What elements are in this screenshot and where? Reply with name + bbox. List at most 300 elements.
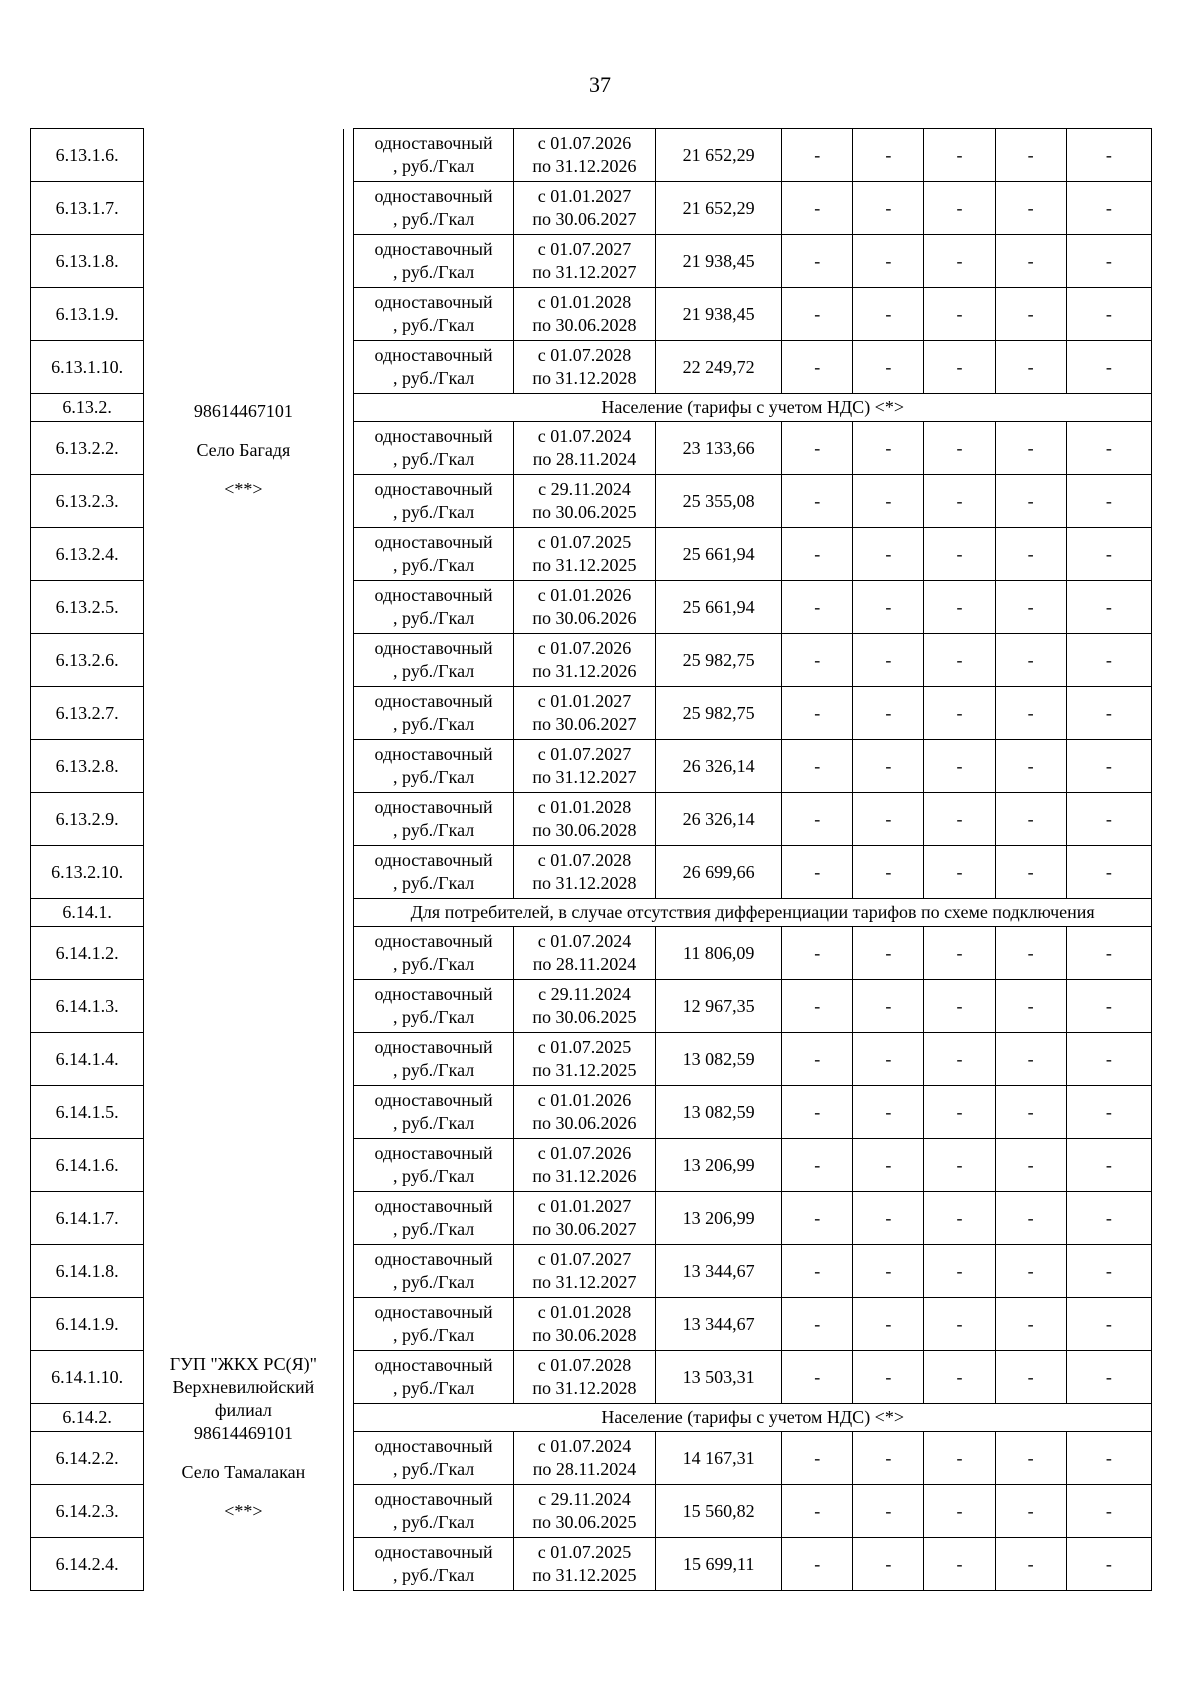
empty-value: - [1066, 1351, 1151, 1404]
empty-value: - [995, 1245, 1066, 1298]
row-number: 6.13.2.10. [31, 846, 144, 899]
empty-value: - [995, 1485, 1066, 1538]
empty-value: - [853, 129, 924, 182]
empty-value: - [924, 1485, 995, 1538]
rate-unit: , руб./Гкал [393, 1565, 475, 1585]
empty-value: - [782, 341, 853, 394]
period-from: с 01.07.2027 [537, 239, 632, 259]
empty-value: - [1066, 687, 1151, 740]
period-from: с 01.01.2027 [537, 691, 632, 711]
period-cell [513, 1298, 655, 1351]
tariff-value: 25 355,08 [656, 475, 782, 528]
rate-type-cell [354, 1485, 514, 1538]
empty-value: - [782, 980, 853, 1033]
rate-unit: , руб./Гкал [393, 315, 475, 335]
rate-type-cell [354, 1538, 514, 1591]
rate-type-cell [354, 740, 514, 793]
footnote-mark: <**> [224, 1500, 263, 1521]
empty-value: - [853, 927, 924, 980]
rate-type-cell [354, 927, 514, 980]
rate-type: одноставочный [374, 850, 493, 870]
rate-type: одноставочный [374, 426, 493, 446]
period-to: по 31.12.2027 [532, 262, 637, 282]
empty-value: - [1066, 1192, 1151, 1245]
spacer-column [343, 129, 354, 899]
rate-unit: , руб./Гкал [393, 262, 475, 282]
tariff-value: 22 249,72 [656, 341, 782, 394]
empty-value: - [924, 341, 995, 394]
rate-type: одноставочный [374, 186, 493, 206]
period-to: по 28.11.2024 [532, 1459, 637, 1479]
rate-type: одноставочный [374, 479, 493, 499]
empty-value: - [782, 1192, 853, 1245]
empty-value: - [782, 129, 853, 182]
empty-value: - [995, 528, 1066, 581]
empty-value: - [995, 182, 1066, 235]
empty-value: - [853, 581, 924, 634]
period-from: с 01.01.2028 [537, 797, 632, 817]
empty-value: - [995, 980, 1066, 1033]
tariff-value: 25 661,94 [656, 581, 782, 634]
period-from: с 01.07.2027 [537, 1249, 632, 1269]
empty-value: - [924, 740, 995, 793]
period-to: по 31.12.2028 [532, 1378, 637, 1398]
period-cell [513, 927, 655, 980]
tariff-value: 21 652,29 [656, 182, 782, 235]
empty-value: - [1066, 288, 1151, 341]
tariff-value: 26 326,14 [656, 740, 782, 793]
empty-value: - [853, 1432, 924, 1485]
rate-type-cell [354, 341, 514, 394]
rate-unit: , руб./Гкал [393, 156, 475, 176]
tariff-value: 14 167,31 [656, 1432, 782, 1485]
empty-value: - [1066, 1139, 1151, 1192]
rate-type-cell [354, 1139, 514, 1192]
tariff-value: 11 806,09 [656, 927, 782, 980]
period-to: по 31.12.2028 [532, 873, 637, 893]
empty-value: - [924, 1432, 995, 1485]
empty-value: - [995, 846, 1066, 899]
period-to: по 30.06.2028 [532, 820, 637, 840]
empty-value: - [995, 1351, 1066, 1404]
rate-type-cell [354, 288, 514, 341]
empty-value: - [853, 634, 924, 687]
rate-type-cell [354, 687, 514, 740]
row-number: 6.14.1.10. [31, 1351, 144, 1404]
rate-unit: , руб./Гкал [393, 1272, 475, 1292]
tariff-value: 21 938,45 [656, 288, 782, 341]
empty-value: - [853, 528, 924, 581]
empty-value: - [853, 475, 924, 528]
rate-unit: , руб./Гкал [393, 1378, 475, 1398]
empty-value: - [782, 687, 853, 740]
empty-value: - [924, 634, 995, 687]
row-number: 6.14.2.4. [31, 1538, 144, 1591]
period-from: с 01.07.2024 [537, 1436, 632, 1456]
empty-value: - [924, 288, 995, 341]
tariff-table [30, 128, 1152, 1591]
tariff-value: 26 699,66 [656, 846, 782, 899]
rate-type-cell [354, 129, 514, 182]
period-to: по 28.11.2024 [532, 449, 637, 469]
row-number: 6.14.1.4. [31, 1033, 144, 1086]
rate-type-cell [354, 634, 514, 687]
empty-value: - [853, 1245, 924, 1298]
empty-value: - [995, 1139, 1066, 1192]
row-number: 6.14.2.3. [31, 1485, 144, 1538]
rate-type: одноставочный [374, 744, 493, 764]
empty-value: - [995, 687, 1066, 740]
period-from: с 01.01.2028 [537, 1302, 632, 1322]
empty-value: - [853, 288, 924, 341]
empty-value: - [924, 1033, 995, 1086]
period-from: с 01.07.2025 [537, 532, 632, 552]
empty-value: - [924, 846, 995, 899]
period-cell [513, 341, 655, 394]
empty-value: - [924, 1538, 995, 1591]
settlement-name: Село Тамалакан [181, 1461, 306, 1482]
rate-unit: , руб./Гкал [393, 1325, 475, 1345]
empty-value: - [1066, 341, 1151, 394]
row-number: 6.13.2.8. [31, 740, 144, 793]
rate-type-cell [354, 1086, 514, 1139]
period-from: с 29.11.2024 [538, 1489, 631, 1509]
period-from: с 29.11.2024 [538, 479, 631, 499]
period-cell [513, 1245, 655, 1298]
row-number: 6.13.2.2. [31, 422, 144, 475]
section-title: Население (тарифы с учетом НДС) <*> [354, 1404, 1152, 1432]
period-to: по 31.12.2025 [532, 555, 637, 575]
row-number: 6.14.1.5. [31, 1086, 144, 1139]
period-cell [513, 1139, 655, 1192]
tariff-value: 21 652,29 [656, 129, 782, 182]
empty-value: - [853, 422, 924, 475]
empty-value: - [853, 1298, 924, 1351]
rate-type: одноставочный [374, 931, 493, 951]
rate-unit: , руб./Гкал [393, 1459, 475, 1479]
tariff-table-body [31, 129, 1152, 1591]
period-from: с 29.11.2024 [538, 984, 631, 1004]
section-row [31, 899, 1152, 927]
rate-type: одноставочный [374, 133, 493, 153]
rate-type: одноставочный [374, 239, 493, 259]
empty-value: - [1066, 422, 1151, 475]
empty-value: - [782, 288, 853, 341]
period-from: с 01.07.2028 [537, 850, 632, 870]
period-cell [513, 288, 655, 341]
empty-value: - [782, 528, 853, 581]
rate-type-cell [354, 846, 514, 899]
rate-type: одноставочный [374, 1302, 493, 1322]
period-from: с 01.01.2027 [537, 1196, 632, 1216]
empty-value: - [924, 129, 995, 182]
footnote-mark: <**> [224, 478, 263, 499]
rate-unit: , руб./Гкал [393, 1007, 475, 1027]
rate-type-cell [354, 182, 514, 235]
empty-value: - [995, 235, 1066, 288]
empty-value: - [995, 1432, 1066, 1485]
period-cell [513, 581, 655, 634]
period-cell [513, 528, 655, 581]
period-from: с 01.01.2028 [537, 292, 632, 312]
empty-value: - [995, 793, 1066, 846]
rate-type-cell [354, 581, 514, 634]
empty-value: - [782, 1485, 853, 1538]
row-number: 6.13.1.8. [31, 235, 144, 288]
empty-value: - [853, 235, 924, 288]
rate-type-cell [354, 1298, 514, 1351]
tariff-value: 25 982,75 [656, 634, 782, 687]
empty-value: - [1066, 1033, 1151, 1086]
empty-value: - [1066, 846, 1151, 899]
empty-value: - [853, 1351, 924, 1404]
period-cell [513, 793, 655, 846]
empty-value: - [782, 1245, 853, 1298]
tariff-value: 25 982,75 [656, 687, 782, 740]
rate-type-cell [354, 1192, 514, 1245]
period-from: с 01.07.2028 [537, 345, 632, 365]
row-number: 6.13.2.4. [31, 528, 144, 581]
period-to: по 31.12.2027 [532, 767, 637, 787]
empty-value: - [924, 980, 995, 1033]
period-to: по 30.06.2026 [532, 608, 637, 628]
rate-unit: , руб./Гкал [393, 1113, 475, 1133]
period-to: по 30.06.2028 [532, 1325, 637, 1345]
row-number: 6.13.1.10. [31, 341, 144, 394]
empty-value: - [782, 581, 853, 634]
rate-type: одноставочный [374, 585, 493, 605]
empty-value: - [782, 634, 853, 687]
row-number: 6.13.2. [31, 394, 144, 422]
rate-unit: , руб./Гкал [393, 1166, 475, 1186]
org-name-line: филиал [214, 1399, 272, 1420]
tariff-value: 13 344,67 [656, 1245, 782, 1298]
period-cell [513, 1432, 655, 1485]
rate-type: одноставочный [374, 345, 493, 365]
period-cell [513, 1485, 655, 1538]
rate-unit: , руб./Гкал [393, 714, 475, 734]
empty-value: - [853, 980, 924, 1033]
period-cell [513, 1192, 655, 1245]
empty-value: - [782, 927, 853, 980]
period-cell [513, 1033, 655, 1086]
row-number: 6.14.1.9. [31, 1298, 144, 1351]
empty-value: - [1066, 1245, 1151, 1298]
empty-value: - [1066, 528, 1151, 581]
rate-unit: , руб./Гкал [393, 1512, 475, 1532]
tariff-value: 13 503,31 [656, 1351, 782, 1404]
rate-type-cell [354, 422, 514, 475]
empty-value: - [995, 1298, 1066, 1351]
period-cell [513, 422, 655, 475]
period-to: по 31.12.2027 [532, 1272, 637, 1292]
period-from: с 01.07.2025 [537, 1037, 632, 1057]
empty-value: - [995, 1192, 1066, 1245]
empty-value: - [1066, 927, 1151, 980]
tariff-value: 13 082,59 [656, 1086, 782, 1139]
empty-value: - [924, 581, 995, 634]
row-number: 6.14.1.6. [31, 1139, 144, 1192]
empty-value: - [995, 1033, 1066, 1086]
empty-value: - [1066, 1298, 1151, 1351]
rate-type: одноставочный [374, 984, 493, 1004]
period-cell [513, 1086, 655, 1139]
row-number: 6.14.1.2. [31, 927, 144, 980]
empty-value: - [1066, 1485, 1151, 1538]
row-number: 6.13.2.3. [31, 475, 144, 528]
period-cell [513, 846, 655, 899]
org-name-line: Верхневилюйский [172, 1376, 315, 1397]
period-from: с 01.01.2026 [537, 585, 632, 605]
rate-type: одноставочный [374, 292, 493, 312]
empty-value: - [853, 793, 924, 846]
rate-type-cell [354, 1351, 514, 1404]
empty-value: - [782, 846, 853, 899]
rate-unit: , руб./Гкал [393, 1219, 475, 1239]
period-to: по 28.11.2024 [532, 954, 637, 974]
empty-value: - [782, 793, 853, 846]
row-number: 6.13.2.7. [31, 687, 144, 740]
period-cell [513, 687, 655, 740]
rate-unit: , руб./Гкал [393, 502, 475, 522]
tariff-value: 21 938,45 [656, 235, 782, 288]
rate-type: одноставочный [374, 1143, 493, 1163]
tariff-value: 13 206,99 [656, 1139, 782, 1192]
empty-value: - [782, 235, 853, 288]
period-from: с 01.07.2026 [537, 133, 632, 153]
settlement-name: Село Багадя [196, 439, 291, 460]
rate-type-cell [354, 528, 514, 581]
empty-value: - [1066, 1432, 1151, 1485]
period-from: с 01.07.2028 [537, 1355, 632, 1375]
period-from: с 01.07.2024 [537, 931, 632, 951]
empty-value: - [782, 422, 853, 475]
period-to: по 30.06.2027 [532, 714, 637, 734]
empty-value: - [1066, 182, 1151, 235]
empty-value: - [995, 581, 1066, 634]
empty-value: - [782, 182, 853, 235]
empty-value: - [853, 182, 924, 235]
period-to: по 30.06.2028 [532, 315, 637, 335]
empty-value: - [924, 182, 995, 235]
rate-type-cell [354, 475, 514, 528]
rate-type: одноставочный [374, 1355, 493, 1375]
rate-unit: , руб./Гкал [393, 209, 475, 229]
period-to: по 31.12.2028 [532, 368, 637, 388]
empty-value: - [924, 687, 995, 740]
period-from: с 01.07.2024 [537, 426, 632, 446]
empty-value: - [924, 1086, 995, 1139]
empty-value: - [853, 1192, 924, 1245]
empty-value: - [995, 634, 1066, 687]
period-cell [513, 129, 655, 182]
empty-value: - [782, 475, 853, 528]
org-name-line: ГУП "ЖКХ РС(Я)" [169, 1353, 317, 1374]
rate-type: одноставочный [374, 691, 493, 711]
empty-value: - [995, 475, 1066, 528]
empty-value: - [924, 1139, 995, 1192]
period-cell [513, 475, 655, 528]
period-to: по 30.06.2027 [532, 1219, 637, 1239]
row-number: 6.14.1.7. [31, 1192, 144, 1245]
period-to: по 30.06.2026 [532, 1113, 637, 1133]
tariff-value: 13 344,67 [656, 1298, 782, 1351]
period-to: по 30.06.2025 [532, 1512, 637, 1532]
row-number: 6.13.2.6. [31, 634, 144, 687]
row-number: 6.14.1. [31, 899, 144, 927]
empty-value: - [782, 1538, 853, 1591]
empty-value: - [995, 288, 1066, 341]
empty-value: - [853, 1033, 924, 1086]
row-number: 6.13.1.7. [31, 182, 144, 235]
empty-value: - [924, 528, 995, 581]
empty-value: - [924, 475, 995, 528]
empty-value: - [853, 740, 924, 793]
period-to: по 30.06.2025 [532, 1007, 637, 1027]
rate-type-cell [354, 1033, 514, 1086]
settlement-cell [144, 129, 343, 899]
rate-unit: , руб./Гкал [393, 767, 475, 787]
period-to: по 31.12.2026 [532, 661, 637, 681]
empty-value: - [924, 235, 995, 288]
period-cell [513, 634, 655, 687]
empty-value: - [782, 1086, 853, 1139]
empty-value: - [924, 1351, 995, 1404]
page-number: 37 [589, 72, 611, 97]
row-number: 6.13.1.6. [31, 129, 144, 182]
empty-value: - [995, 927, 1066, 980]
rate-unit: , руб./Гкал [393, 661, 475, 681]
rate-type: одноставочный [374, 532, 493, 552]
period-cell [513, 980, 655, 1033]
empty-value: - [1066, 980, 1151, 1033]
rate-type: одноставочный [374, 1037, 493, 1057]
empty-value: - [924, 1298, 995, 1351]
rate-type-cell [354, 235, 514, 288]
tariff-value: 23 133,66 [656, 422, 782, 475]
rate-unit: , руб./Гкал [393, 608, 475, 628]
period-from: с 01.07.2026 [537, 1143, 632, 1163]
empty-value: - [924, 1192, 995, 1245]
empty-value: - [782, 740, 853, 793]
rate-type: одноставочный [374, 1090, 493, 1110]
tariff-value: 15 560,82 [656, 1485, 782, 1538]
empty-value: - [1066, 235, 1151, 288]
empty-value: - [1066, 475, 1151, 528]
period-from: с 01.01.2027 [537, 186, 632, 206]
empty-value: - [995, 422, 1066, 475]
rate-unit: , руб./Гкал [393, 1060, 475, 1080]
period-to: по 31.12.2026 [532, 156, 637, 176]
empty-value: - [924, 793, 995, 846]
row-number: 6.13.2.5. [31, 581, 144, 634]
rate-unit: , руб./Гкал [393, 954, 475, 974]
period-to: по 31.12.2025 [532, 1565, 637, 1585]
empty-value: - [1066, 1086, 1151, 1139]
empty-value: - [782, 1432, 853, 1485]
period-from: с 01.07.2027 [537, 744, 632, 764]
empty-value: - [995, 341, 1066, 394]
empty-value: - [853, 1139, 924, 1192]
period-cell [513, 1538, 655, 1591]
rate-type: одноставочный [374, 797, 493, 817]
rate-type-cell [354, 793, 514, 846]
period-from: с 01.01.2026 [537, 1090, 632, 1110]
empty-value: - [853, 341, 924, 394]
rate-type: одноставочный [374, 1196, 493, 1216]
empty-value: - [853, 1485, 924, 1538]
tariff-value: 12 967,35 [656, 980, 782, 1033]
